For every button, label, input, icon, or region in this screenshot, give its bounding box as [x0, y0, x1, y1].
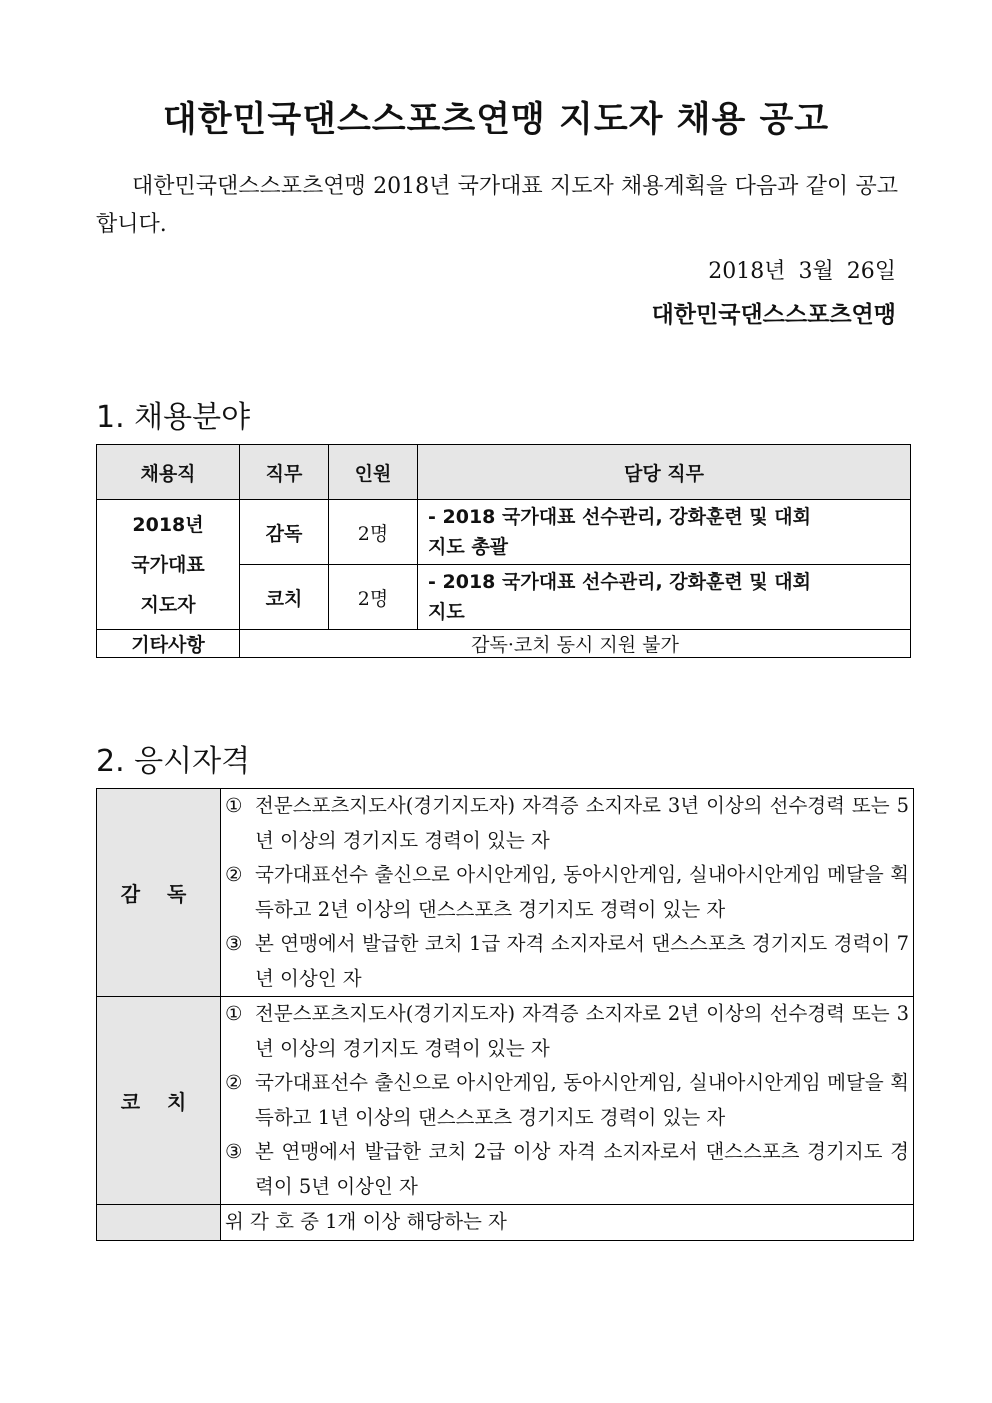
- group-label: 감 독: [97, 789, 221, 997]
- section1-heading: 1. 채용분야: [96, 400, 251, 435]
- position-line: 2018년: [132, 513, 204, 536]
- position-line: 지도자: [140, 593, 196, 616]
- item-text: 전문스포츠지도사(경기지도자) 자격증 소지자로 2년 이상의 선수경력 또는 3년 이상의 경기지도 경력이 있는 자: [255, 1002, 909, 1060]
- header-position: 채용직: [97, 445, 240, 500]
- item-number: ③: [225, 932, 243, 955]
- position-cell: [97, 500, 240, 630]
- other-value: 감독·코치 동시 지원 불가: [240, 630, 911, 658]
- header-role: 직무: [240, 445, 329, 500]
- intro-paragraph: [96, 168, 898, 244]
- duty-cell: [418, 565, 911, 630]
- duty-line: - 2018 국가대표 선수관리, 강화훈련 및 대회: [428, 506, 811, 528]
- footer-label-empty: [97, 1205, 221, 1241]
- table-row: [97, 500, 911, 565]
- position-line: 국가대표: [131, 553, 205, 576]
- item-number: ③: [225, 1140, 243, 1163]
- qualifications-table: [96, 788, 914, 1241]
- role-cell: 감독: [240, 500, 329, 565]
- header-duty: 담당 직무: [418, 445, 911, 500]
- qualification-item: [225, 789, 909, 858]
- qualification-group-row: [97, 789, 914, 997]
- item-text: 본 연맹에서 발급한 코치 2급 이상 자격 소지자로서 댄스스포츠 경기지도 경력이 5년 이상인 자: [255, 1140, 909, 1198]
- item-text: 전문스포츠지도사(경기지도자) 자격증 소지자로 3년 이상의 선수경력 또는 5년 이상의 경기지도 경력이 있는 자: [255, 794, 909, 852]
- group-label: 코 치: [97, 997, 221, 1205]
- count-cell: 2명: [329, 565, 418, 630]
- qualification-item: [225, 1135, 909, 1204]
- intro-text: 대한민국댄스스포츠연맹 2018년 국가대표 지도자 채용계획을 다음과 같이 공고 합니다.: [96, 174, 898, 237]
- recruitment-fields-table: [96, 444, 911, 658]
- qualification-list: [221, 789, 914, 997]
- other-label: 기타사항: [97, 630, 240, 658]
- count-cell: 2명: [329, 500, 418, 565]
- qualification-item: [225, 927, 909, 996]
- qualification-list: [221, 997, 914, 1205]
- qualification-group-row: [97, 997, 914, 1205]
- header-count: 인원: [329, 445, 418, 500]
- item-number: ②: [225, 863, 243, 886]
- footer-note: 위 각 호 중 1개 이상 해당하는 자: [221, 1205, 914, 1241]
- duty-cell: [418, 500, 911, 565]
- document-title: 대한민국댄스스포츠연맹 지도자 채용 공고: [162, 100, 830, 140]
- qualification-item: [225, 858, 909, 927]
- organization-name: 대한민국댄스스포츠연맹: [651, 302, 896, 328]
- duty-line: 지도 총괄: [428, 536, 509, 558]
- duty-line: 지도: [428, 601, 465, 623]
- qualification-item: [225, 1066, 909, 1135]
- section2-heading: 2. 응시자격: [96, 744, 251, 779]
- footer-row: [97, 1205, 914, 1241]
- item-number: ②: [225, 1071, 243, 1094]
- qualification-item: [225, 997, 909, 1066]
- item-text: 국가대표선수 출신으로 아시안게임, 동아시안게임, 실내아시안게임 메달을 획득하고 1년 이상의 댄스스포츠 경기지도 경력이 있는 자: [255, 1071, 909, 1129]
- table-header-row: [97, 445, 911, 500]
- item-text: 본 연맹에서 발급한 코치 1급 자격 소지자로서 댄스스포츠 경기지도 경력이 7년 이상인 자: [255, 932, 909, 990]
- duty-line: - 2018 국가대표 선수관리, 강화훈련 및 대회: [428, 571, 811, 593]
- announcement-date: 2018년 3월 26일: [708, 259, 896, 284]
- table-row: [97, 630, 911, 658]
- item-text: 국가대표선수 출신으로 아시안게임, 동아시안게임, 실내아시안게임 메달을 획득하고 2년 이상의 댄스스포츠 경기지도 경력이 있는 자: [255, 863, 909, 921]
- item-number: ①: [225, 1002, 243, 1025]
- item-number: ①: [225, 794, 243, 817]
- role-cell: 코치: [240, 565, 329, 630]
